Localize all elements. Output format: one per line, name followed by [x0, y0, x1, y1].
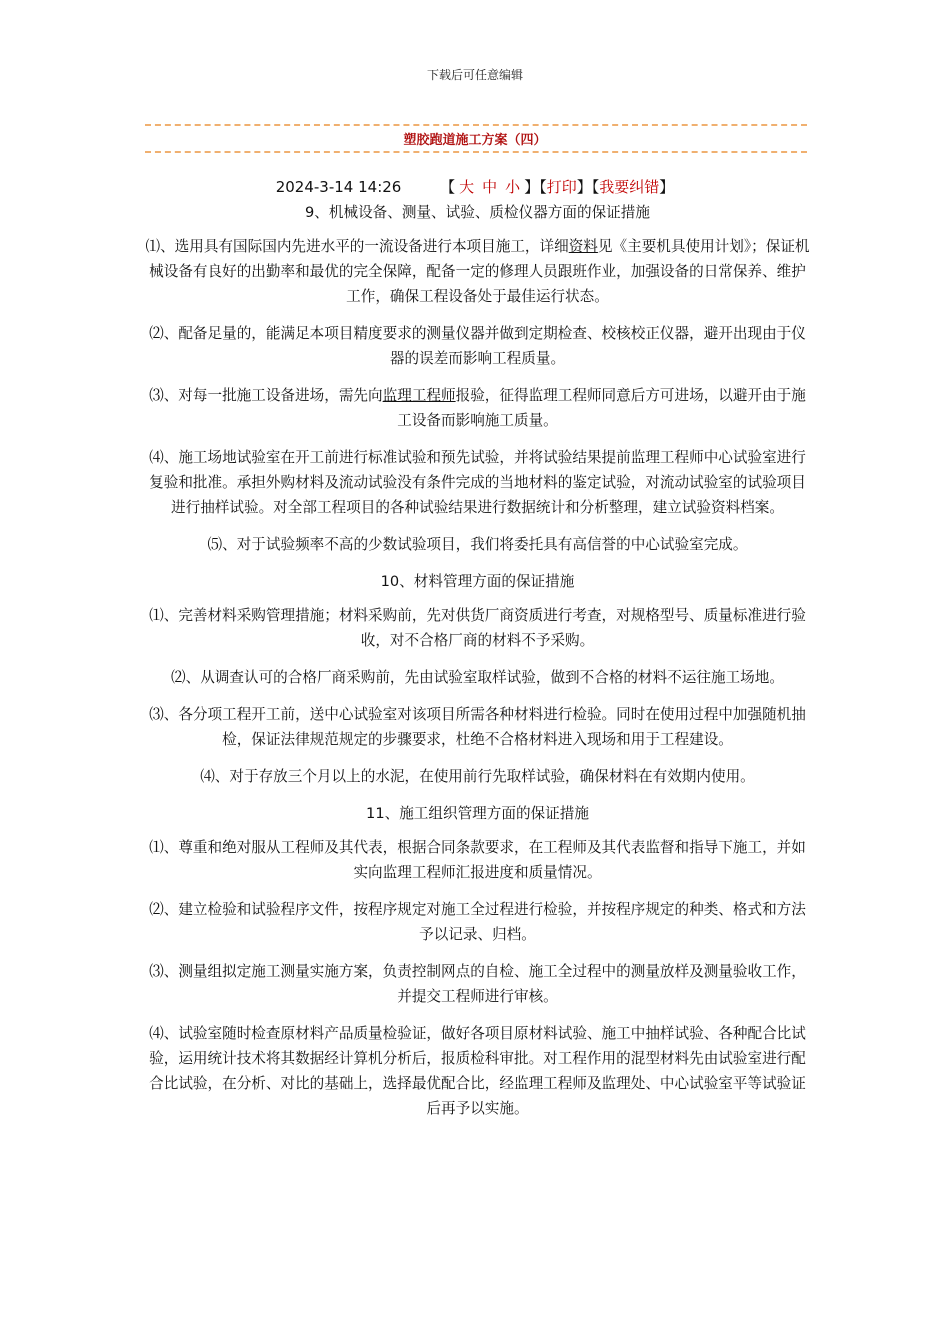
article-date: 2024-3-14 14:26 — [275, 178, 402, 196]
list-item: ⑷、试验室随时检查原材料产品质量检验证，做好各项目原材料试验、施工中抽样试验、各种配合比试验，运用统计技术将其数据经计算机分析后，报质检科审批。对工程作用的混型材料先由试验室进行配合比试验，在分析、对比的基础上，选择最优配合比，经监理工程师及监理处、中心试验室平等试验证后再予以实施。 — [149, 1025, 806, 1117]
section-heading: 11、施工组织管理方面的保证措施 — [366, 805, 589, 822]
article-meta: 2024-3-14 14:26 【 大 中 小 】【打印】【我要纠错】 — [275, 178, 675, 196]
list-item: ⑴、选用具有国际国内先进水平的一流设备进行本项目施工，详细资料见《主要机具使用计划》；保证机械设备有良好的出勤率和最优的完全保障，配备一定的修理人员跟班作业，加强设备的日常保养、维护工作，确保工程设备处于最佳运行状态。 — [145, 238, 810, 305]
article-title: 塑胶跑道施工方案（四） — [403, 133, 547, 148]
font-size-large-link[interactable]: 大 — [459, 178, 475, 196]
article-body — [145, 200, 810, 1133]
list-item: ⑴、完善材料采购管理措施；材料采购前，先对供货厂商资质进行考查，对规格型号、质量标准进行验收，对不合格厂商的材料不予采购。 — [149, 607, 806, 649]
list-item: ⑸、对于试验频率不高的少数试验项目，我们将委托具有高信誉的中心试验室完成。 — [207, 536, 748, 553]
report-error-link[interactable]: 我要纠错 — [599, 178, 660, 196]
list-item: ⑵、建立检验和试验程序文件，按程序规定对施工全过程进行检验，并按程序规定的种类、格式和方法予以记录、归档。 — [149, 901, 806, 943]
list-item: ⑷、对于存放三个月以上的水泥，在使用前行先取样试验，确保材料在有效期内使用。 — [200, 768, 755, 785]
print-link[interactable]: 打印 — [546, 178, 577, 196]
title-divider-top — [145, 124, 807, 126]
title-divider-bottom — [145, 151, 807, 153]
materials-link[interactable]: 资料 — [568, 238, 598, 255]
list-item: ⑴、尊重和绝对服从工程师及其代表，根据合同条款要求，在工程师及其代表监督和指导下施工，并如实向监理工程师汇报进度和质量情况。 — [149, 839, 806, 881]
list-item: ⑶、对每一批施工设备进场，需先向监理工程师报验，征得监理工程师同意后方可进场，以避开由于施工设备而影响施工质量。 — [149, 387, 806, 429]
font-size-small-link[interactable]: 小 — [505, 178, 521, 196]
list-item: ⑷、施工场地试验室在开工前进行标准试验和预先试验，并将试验结果提前监理工程师中心试验室进行复验和批准。承担外购材料及流动试验没有条件完成的当地材料的鉴定试验，对流动试验室的试验项目进行抽样试验。对全部工程项目的各种试验结果进行数据统计和分析整理，建立试验资料档案。 — [149, 449, 806, 516]
list-item: ⑵、从调查认可的合格厂商采购前，先由试验室取样试验，做到不合格的材料不运往施工场地。 — [171, 669, 784, 686]
font-size-medium-link[interactable]: 中 — [482, 178, 498, 196]
list-item: ⑵、配备足量的，能满足本项目精度要求的测量仪器并做到定期检查、校核校正仪器，避开出现由于仪器的误差而影响工程质量。 — [149, 325, 806, 367]
supervising-engineer-link[interactable]: 监理工程师 — [382, 387, 456, 404]
section-heading: 10、材料管理方面的保证措施 — [380, 573, 575, 590]
list-item: ⑶、测量组拟定施工测量实施方案，负责控制网点的自检、施工全过程中的测量放样及测量验收工作，并提交工程师进行审核。 — [149, 963, 806, 1005]
section-heading: 9、机械设备、测量、试验、质检仪器方面的保证措施 — [305, 204, 650, 221]
list-item: ⑶、各分项工程开工前，送中心试验室对该项目所需各种材料进行检验。同时在使用过程中加强随机抽检，保证法律规范规定的步骤要求，杜绝不合格材料进入现场和用于工程建设。 — [149, 706, 806, 748]
header-note: 下载后可任意编辑 — [426, 68, 523, 82]
